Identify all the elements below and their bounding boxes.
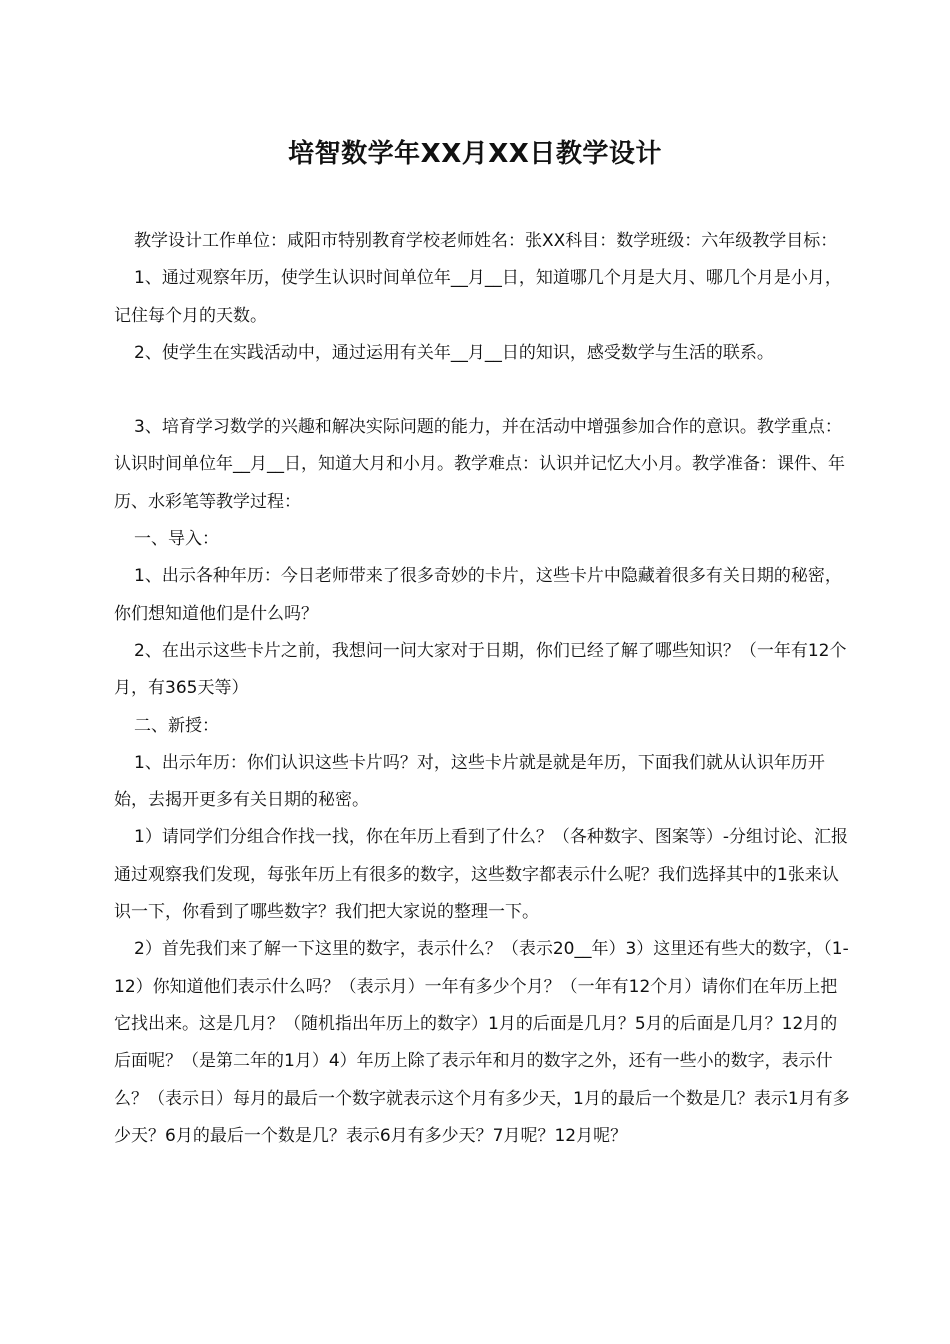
- section-heading-new: 二、新授：: [134, 715, 219, 736]
- paragraph-intro-2: 2、在出示这些卡片之前，我想问一问大家对于日期，你们已经了解了哪些知识？（一年有12个月，有365天等）: [114, 640, 847, 699]
- paragraph-new-1-2: 2）首先我们来了解一下这里的数字，表示什么？（表示20__年）3）这里还有些大的数字，（1-12）你知道他们表示什么吗？（表示月）一年有多少个月？（一年有12个月）请你们在年历上把它找出来。这是几月？（随机指出年历上的数字）1月的后面是几月？5月的后面是几月？12月的后面呢？（是第二年的1月）4）年历上除了表示年和月的数字之外，还有一些小的数字，表示什么？（表示日）每月的最后一个数字就表示这个月有多少天，1月的最后一个数是几？表示1月有多少天？6月的最后一个数是几？表示6月有多少天？7月呢？12月呢？: [114, 939, 850, 1146]
- paragraph-goal-2: 2、使学生在实践活动中，通过运用有关年__月__日的知识，感受数学与生活的联系。: [134, 342, 774, 363]
- document-body: [114, 223, 852, 1155]
- paragraph-new-1-1: 1）请同学们分组合作找一找，你在年历上看到了什么？（各种数字、图案等）-分组讨论、汇报通过观察我们发现，每张年历上有很多的数字，这些数字都表示什么呢？我们选择其中的1张来认识一下，你看到了哪些数字？我们把大家说的整理一下。: [114, 827, 848, 923]
- document-title: 培智数学年XX月XX日教学设计: [288, 139, 662, 169]
- section-heading-intro: 一、导入：: [134, 529, 219, 550]
- paragraph-spacer: [114, 372, 852, 409]
- paragraph-goal-1: 1、通过观察年历，使学生认识时间单位年__月__日，知道哪几个月是大月、哪几个月是小月，记住每个月的天数。: [114, 268, 842, 326]
- paragraph-goal-3: 3、培育学习数学的兴趣和解决实际问题的能力，并在活动中增强参加合作的意识。教学重点：认识时间单位年__月__日，知道大月和小月。教学难点：认识并记忆大小月。教学准备：课件、年历、水彩笔等教学过程：: [114, 417, 845, 512]
- paragraph-new-1: 1、出示年历：你们认识这些卡片吗？对，这些卡片就是就是年历，下面我们就从认识年历开始，去揭开更多有关日期的秘密。: [114, 752, 825, 811]
- paragraph-header-info: 教学设计工作单位：咸阳市特别教育学校老师姓名：张XX科目：数学班级：六年级教学目标：: [134, 231, 838, 251]
- paragraph-intro-1: 1、出示各种年历：今日老师带来了很多奇妙的卡片，这些卡片中隐藏着很多有关日期的秘密，你们想知道他们是什么吗？: [114, 566, 842, 624]
